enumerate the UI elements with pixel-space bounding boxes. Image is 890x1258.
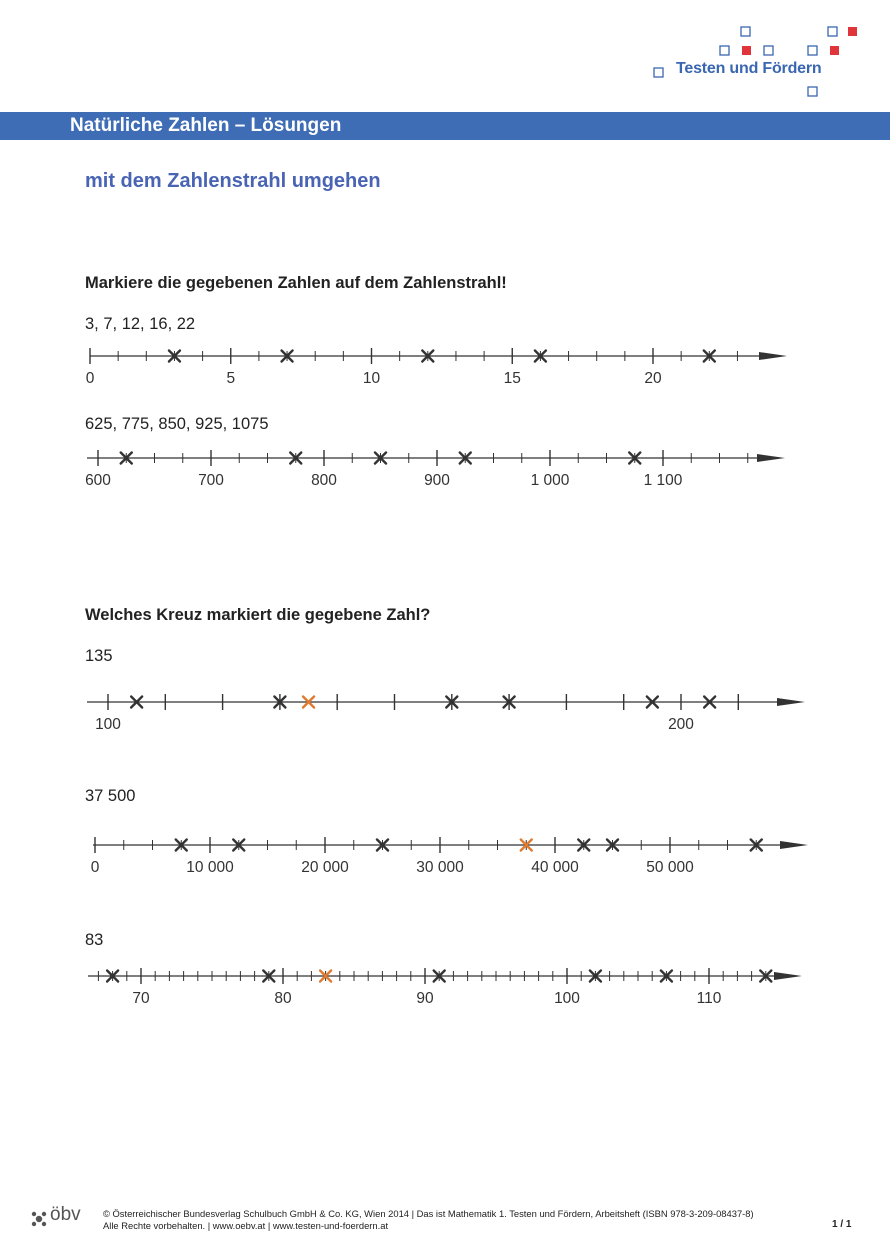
axis-arrow xyxy=(757,454,785,462)
tick-label: 15 xyxy=(503,370,521,387)
axis-arrow xyxy=(759,352,787,360)
task2-given-number-2: 37 500 xyxy=(85,787,136,805)
tick-label: 40 000 xyxy=(531,859,579,876)
tick-label: 800 xyxy=(311,472,337,489)
logo-text: Testen und Fördern xyxy=(676,60,822,77)
task2-given-number-1: 135 xyxy=(85,647,113,665)
tick-label: 200 xyxy=(668,716,694,733)
tick-label: 1 000 xyxy=(530,472,570,489)
number-line-4 xyxy=(0,817,890,877)
tick-label: 10 xyxy=(362,370,381,387)
task1-given-numbers-1: 3, 7, 12, 16, 22 xyxy=(85,315,196,333)
axis-arrow xyxy=(777,698,805,706)
tick-label: 1 100 xyxy=(643,472,683,489)
task2-title: Welches Kreuz markiert die gegebene Zahl? xyxy=(85,606,431,624)
number-line-1 xyxy=(0,328,890,388)
number-line-3 xyxy=(0,674,890,734)
tick-label: 110 xyxy=(696,990,722,1007)
number-line-5 xyxy=(0,948,890,1008)
tick-label: 100 xyxy=(554,990,580,1007)
task2-given-number-3: 83 xyxy=(85,931,104,949)
tick-label: 5 xyxy=(226,370,236,387)
rights-line: Alle Rechte vorbehalten. | www.oebv.at | www.testen-und-foerdern.at xyxy=(103,1220,389,1231)
page-title: Natürliche Zahlen – Lösungen xyxy=(70,115,342,136)
tick-label: 70 xyxy=(132,990,150,1007)
tick-label: 10 000 xyxy=(186,859,234,876)
tick-label: 80 xyxy=(274,990,292,1007)
tick-label: 30 000 xyxy=(416,859,464,876)
number-line-2 xyxy=(0,430,890,490)
tick-label: 50 000 xyxy=(646,859,694,876)
tick-label: 90 xyxy=(416,990,434,1007)
tick-label: 20 000 xyxy=(301,859,349,876)
page-number: 1 / 1 xyxy=(832,1219,852,1230)
tick-label: 700 xyxy=(198,472,224,489)
tick-label: 0 xyxy=(85,370,95,387)
task1-given-numbers-2: 625, 775, 850, 925, 1075 xyxy=(85,415,269,433)
tick-label: 100 xyxy=(95,716,121,733)
axis-arrow xyxy=(774,972,802,980)
page-subtitle: mit dem Zahlenstrahl umgehen xyxy=(85,170,381,192)
tick-label: 600 xyxy=(85,472,111,489)
task1-title: Markiere die gegebenen Zahlen auf dem Zahlenstrahl! xyxy=(85,274,507,292)
axis-arrow xyxy=(780,841,808,849)
copyright-line: © Österreichischer Bundesverlag Schulbuch GmbH & Co. KG, Wien 2014 | Das ist Mathematik 1. Testen und Fördern, Arbeitsheft (ISBN 978-3-209-08437-8) xyxy=(103,1208,754,1219)
tick-label: 0 xyxy=(90,859,100,876)
tick-label: 900 xyxy=(424,472,450,489)
oebv-logo-text: öbv xyxy=(50,1204,81,1225)
tick-label: 20 xyxy=(644,370,662,387)
